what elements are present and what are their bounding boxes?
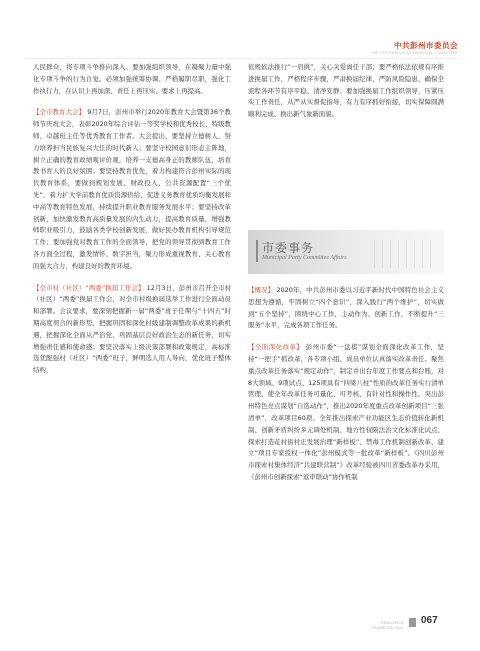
left-paragraph-1: 人民群众，将专项斗争推向深入。要加强组织领导，在凝聚力量中强化专项斗争的行为自觉。必须加强统筹协调、严格履职尽职，强化工作执行力，在认识上再加深、责任上再压实、要求上再提高。 bbox=[33, 63, 231, 95]
page-marker-icon bbox=[409, 618, 416, 627]
banner-accent-bar bbox=[256, 240, 258, 262]
right-column-lower bbox=[248, 285, 444, 484]
page-header bbox=[0, 0, 480, 58]
section-tag-election-conference: 【全市村（社区）“两委”换届工作会】 bbox=[33, 283, 145, 292]
section-tag-overview: 【概况】 bbox=[248, 286, 275, 294]
left-paragraph-2 bbox=[33, 107, 231, 272]
org-name-en: THE CPC PENGZHOU MUNICIPAL COMMITTEE bbox=[370, 51, 458, 55]
yearbook-brand-line1: PENGZHOU bbox=[380, 620, 404, 625]
banner-decoration bbox=[374, 240, 434, 268]
yearbook-brand-line2: YEARBOOK 2021 bbox=[371, 625, 404, 630]
left-paragraph-3 bbox=[33, 283, 231, 377]
reform-text: 彭州市委“一盘棋”谋划全面深化改革工作，坚持“一把手”抓改革，各专项小组、成员单位认真落实改革责任。聚焦重点改革任务落实“规定动作”，制定并出台年度工作要点和台账，对8大领域、9项试点、125项具有“四梁八柱”性质的改革任务实行清单管理，使全年改革任务可量化、可考核、有针对性和操作性。突出彭州特色亮点谋划“自选动作”，推出2020年度重点改革创新项目“三张清单”，改革项目60项。全年推出探索产业功能区生态价值转化新机制、创新矛盾纠纷多元调处机制、地方性权限法治文化标准化试点、探索打造花村街村庄发展治理“新样板”、禁毒工作机制创新改革、建立“项目专家授权一体化”彭州模式等一批改革“新样板”。《四川彭州市探索村集体经济“共建联营制”》改革经验被四川省委改革办采用，《彭州市创新探索“返审联动”协作机制 bbox=[248, 343, 444, 481]
overview-text: 2020年，中共彭州市委以习近平新时代中国特色社会主义思想为遵循，牢固树立“四个意识”，深入践行“两个维护”，切实做到“五个坚持”，围绕中心工作，主动作为、创新工作，不断提升“三服务”水平，完成各项工作任务。 bbox=[248, 286, 444, 330]
right-column bbox=[248, 62, 444, 121]
right-paragraph-1: 依规依法推行“一肩挑”，关心关爱离任干部；要严格依法依规有序推进换届工作，严格程序步骤，严肃换届纪律，严防风险隐患，确保全流程各环节有序平稳、清净安静；要加强换届工作组织领导，压紧压实工作责任，从严从实督促指导，有力有序抓好衔接，切实保障圆满顺利完成、换出新气象新面貌。 bbox=[248, 63, 444, 119]
right-paragraph-3 bbox=[248, 342, 444, 484]
org-name: 中共彭州市委员会 bbox=[394, 41, 458, 50]
right-paragraph-2 bbox=[248, 285, 444, 332]
education-conference-text: 9月7日，彭州市举行2020年教育大会暨第36个教师节庆祝大会，表彰2020年综合评估一等奖学校和优秀校长、特级教师、卓越班主任等优秀教育工作者。大会提出，要坚持立德树人，努力培养担当民族复兴大任的时代新人；要坚守校园意识形态主阵地，树立正确的教育政绩观评价观，培养一支德高身正的教师队伍，培育教书育人的良好氛围；要坚持教育优先，着力构建符合彭州实际的现代教育体系，要做到规划发展、财政投入、公共资源配置“三个优先”，着力扩大学前教育优质资源供给，促进义务教育优质均衡发展和中高等教育特色发展，持续提升职业教育服务发展水平；要坚持改革创新，加快激发教育高质量发展的内生动力，提高教育质量，增强教师职业吸引力，鼓励各类学校创新发展，做好民办教育机构引导规范工作；要加强党对教育工作的全面领导，把党的领导贯彻到教育工作各方面全过程，激发情怀、数字担当，聚力形成重视教育、关心教育的强大合力，构建良好的教育环境。 bbox=[33, 108, 231, 270]
left-column bbox=[33, 62, 231, 377]
header-rule bbox=[24, 58, 458, 59]
yearbook-brand bbox=[371, 620, 403, 630]
page-number: 067 bbox=[421, 615, 438, 626]
section-banner bbox=[248, 230, 444, 274]
banner-subtitle: Municipal Party Committee Affairs bbox=[262, 255, 347, 261]
section-tag-education-conference: 【全市教育大会】 bbox=[33, 108, 86, 117]
banner-title: 市委事务 bbox=[262, 241, 315, 255]
section-tag-reform: 【全面深化改革】 bbox=[248, 343, 304, 352]
election-conference-text: 12月3日，彭州市召开全市村（社区）“两委”换届工作会，对全市村级换届选举工作进行全面动员和部署。会议要求，要深刻把握新一届“两委”班子任期与“十四五”时期高度契合的新形势，把握巩固和深化村级建制调整改革成果的新机遇，把握深化全面从严治党、巩固基层良好政治生态的新任务，切实增强责任感和使命感；要坚决落实上级决策部署和政策规定，高标准选优配强村（社区）“两委”班子，鲜明选人用人导向，优化班子整体结构， bbox=[33, 283, 232, 375]
